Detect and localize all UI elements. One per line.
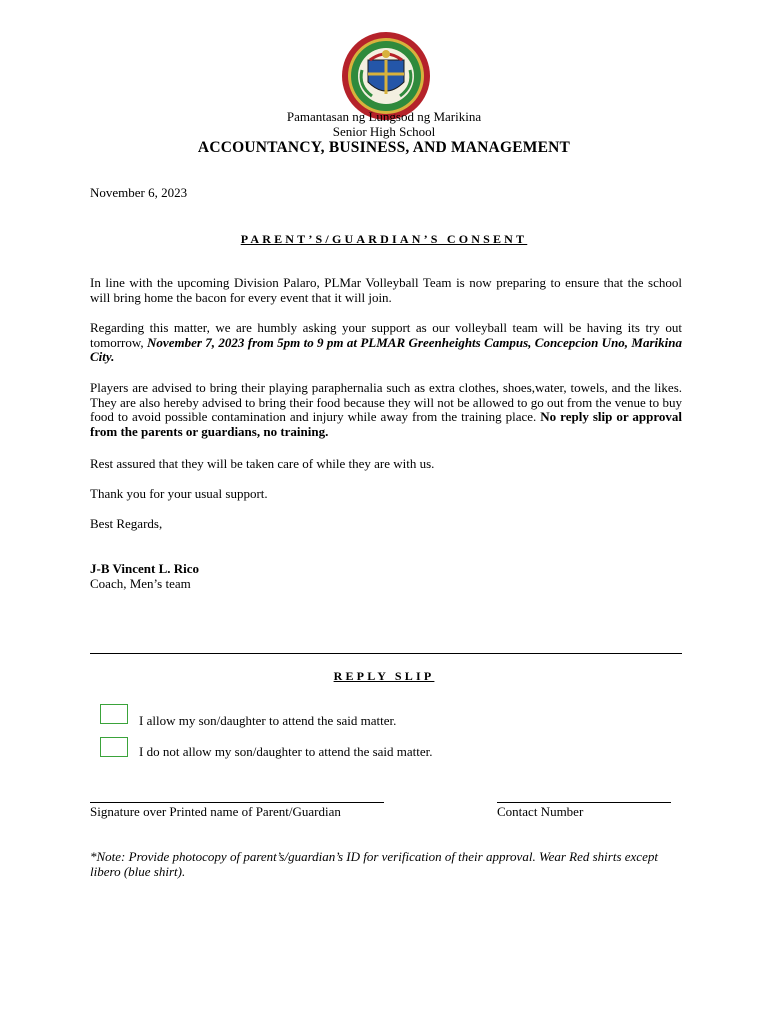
- letter-date: November 6, 2023: [90, 185, 188, 200]
- deny-label: I do not allow my son/daughter to attend the said matter.: [139, 744, 433, 759]
- reply-slip-title: REPLY SLIP: [333, 669, 435, 683]
- allow-checkbox[interactable]: [100, 704, 128, 724]
- university-name: Pamantasan ng Lungsod ng Marikina: [286, 109, 482, 124]
- deny-checkbox[interactable]: [100, 737, 128, 757]
- allow-label: I allow my son/daughter to attend the said matter.: [139, 713, 397, 728]
- paragraph-request: [90, 321, 682, 365]
- contact-line[interactable]: [497, 802, 671, 803]
- paragraph-assurance: Rest assured that they will be taken care of while they are with us.: [90, 456, 435, 471]
- signature-line[interactable]: [90, 802, 384, 803]
- signer-title: Coach, Men’s team: [90, 576, 191, 591]
- school-name: Senior High School: [332, 124, 436, 139]
- signer-name: J-B Vincent L. Rico: [90, 561, 200, 576]
- contact-label: Contact Number: [497, 804, 584, 819]
- no-slip-warning: No reply slip or approval from the parents or guardians, no training.: [90, 409, 682, 439]
- divider-line: [90, 653, 682, 654]
- request-text: Regarding this matter, we are humbly asking your support as our volleyball team will be having its try out tomorrow,: [90, 320, 682, 350]
- signature-label: Signature over Printed name of Parent/Guardian: [90, 804, 341, 819]
- department-name: ACCOUNTANCY, BUSINESS, AND MANAGEMENT: [197, 139, 571, 156]
- closing: Best Regards,: [90, 516, 163, 531]
- paragraph-intro: In line with the upcoming Division Palaro, PLMar Volleyball Team is now preparing to ensure that the school will bring home the bacon for every event that it will join.: [90, 275, 682, 305]
- consent-title: PARENT’S/GUARDIAN’S CONSENT: [240, 232, 528, 246]
- footnote: *Note: Provide photocopy of parent’s/guardian’s ID for verification of their approval. Wear Red shirts except libero (blue shirt).: [90, 849, 658, 879]
- schedule-details: November 7, 2023 from 5pm to 9 pm at PLMAR Greenheights Campus, Concepcion Uno, Marikina City.: [90, 334, 682, 365]
- paragraph-thanks: Thank you for your usual support.: [90, 486, 268, 501]
- instructions-text: Players are advised to bring their playing paraphernalia such as extra clothes, shoes,water, towels, and the likes. They are also hereby advised to bring their food because they will not be allowed to go out from the venue to buy food to avoid possible contamination and injury while away from the training place.: [90, 380, 682, 425]
- paragraph-instructions: [90, 381, 682, 439]
